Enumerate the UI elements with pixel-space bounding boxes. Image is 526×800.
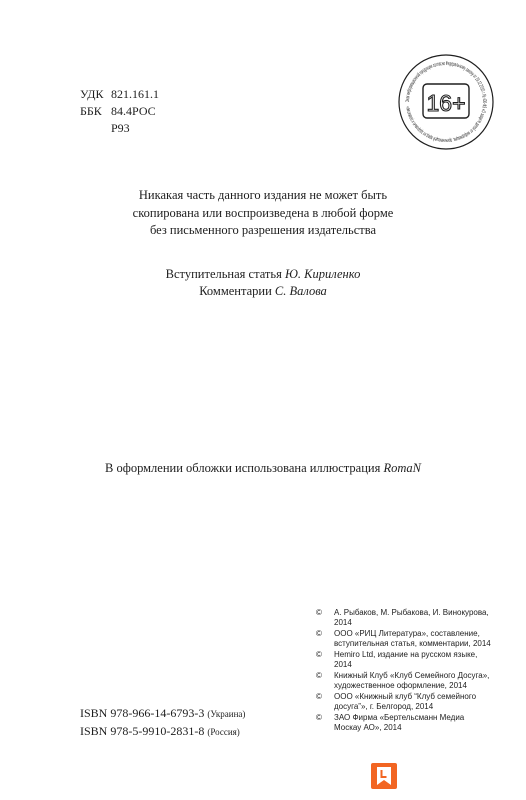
isbn-line [80,705,245,723]
isbn-line [80,723,245,741]
copyright-item [316,608,492,628]
copyright-symbol: © [316,628,322,638]
copyright-item [316,692,492,712]
copyright-item [316,629,492,649]
isbn-country: (Россия) [207,727,240,737]
copyright-text: ООО «Книжный клуб “Клуб семейного досуга”», г. Белгород, 2014 [334,691,477,711]
badge-ring-text: Знак информационной продукции согласно Федеральному закону от 29.12.2010 г. № 436-ФЗ «О защите детей от информации, причиняющей вред их здоровью и развитию» [404,60,488,144]
copyright-text: ЗАО Фирма «Бертельсманн Медиа Москау АО», 2014 [334,712,465,732]
copyright-item [316,713,492,733]
notice-line-3: без письменного разрешения издательства [149,223,377,237]
copyright-notice [0,187,526,240]
notice-line-2: скопирована или воспроизведена в любой форме [132,205,394,220]
bbk-value: 84.4РОС [111,104,156,118]
cover-credit [0,460,526,477]
udk-line [80,86,159,103]
copyright-list [316,608,492,733]
comments-credit [0,283,526,300]
litres-bookmark-icon [370,762,398,790]
isbn-country: (Украина) [207,709,246,719]
comments-author: С. Валова [274,284,327,298]
udk-label: УДК [80,87,104,101]
copyright-symbol: © [316,712,322,722]
classification-block [80,86,159,137]
intro-credit [0,266,526,283]
copyright-item [316,671,492,691]
bbk-label: ББК [80,104,102,118]
copyright-symbol: © [316,670,322,680]
bbk-line [80,103,159,120]
intro-label: Вступительная статья [165,267,282,281]
copyright-text: А. Рыбаков, М. Рыбакова, И. Винокурова, 2014 [334,608,489,628]
credits [0,266,526,300]
copyright-text: ООО «РИЦ Литература», составление, вступительная статья, комментарии, 2014 [334,628,491,649]
notice-line-1: Никакая часть данного издания не может быть [138,188,388,202]
author-code: Р93 [111,121,130,135]
copyright-symbol: © [316,649,322,659]
cover-text: В оформлении обложки использована иллюстрация [105,461,381,475]
isbn-number: ISBN 978-966-14-6793-3 [80,706,205,720]
copyright-item [316,650,492,670]
copyright-symbol: © [316,691,322,701]
isbn-block [80,705,245,741]
cover-artist: RomaN [383,461,421,475]
copyright-text: Книжный Клуб «Клуб Семейного Досуга», художественное оформление, 2014 [334,670,490,690]
age-rating-badge [396,52,496,152]
udk-value: 821.161.1 [111,87,159,101]
copyright-text: Hemiro Ltd, издание на русском языке, 2014 [334,649,478,670]
age-rating-label: 16+ [426,90,466,116]
copyright-symbol: © [316,608,322,617]
intro-author: Ю. Кириленко [284,267,361,281]
comments-label: Комментарии [199,284,272,298]
isbn-number: ISBN 978-5-9910-2831-8 [80,724,205,738]
